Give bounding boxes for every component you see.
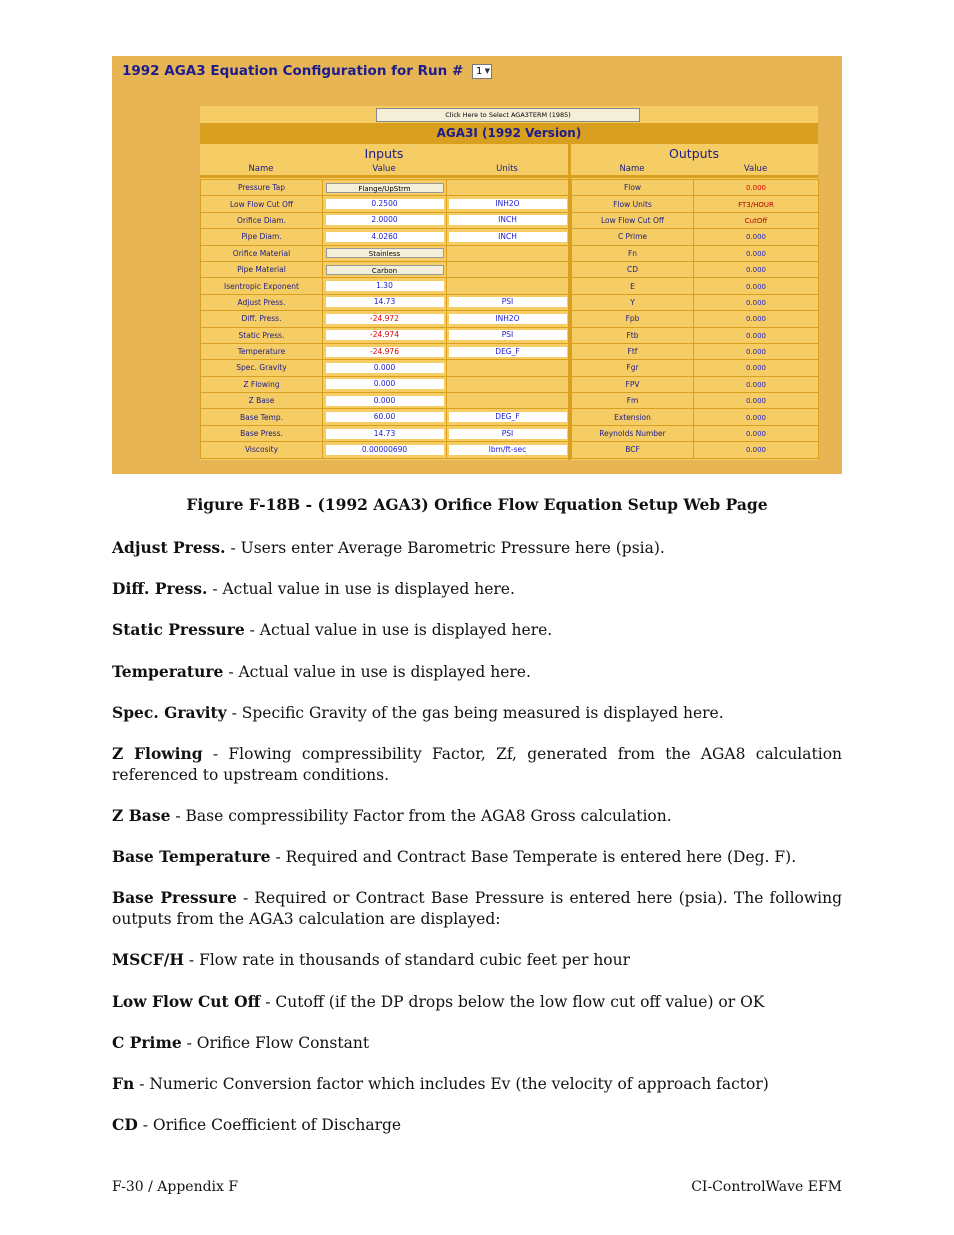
table-row xyxy=(201,425,819,441)
description-paragraph xyxy=(112,805,842,827)
description-paragraph xyxy=(112,846,842,868)
input-units-cell xyxy=(447,278,569,294)
term: C Prime xyxy=(112,1033,182,1052)
output-value: 0.000 xyxy=(745,282,767,291)
output-name: BCF xyxy=(572,442,694,458)
output-value-cell xyxy=(694,229,819,245)
input-units-cell xyxy=(447,343,569,359)
input-name: Diff. Press. xyxy=(201,311,323,327)
input-units-cell xyxy=(447,229,569,245)
col-value-header: Value xyxy=(372,164,396,174)
description-paragraph xyxy=(112,743,842,786)
input-name: Pressure Tap xyxy=(201,180,323,196)
input-name: Pipe Diam. xyxy=(201,229,323,245)
description-paragraph xyxy=(112,702,842,724)
output-name: Ftf xyxy=(572,343,694,359)
output-value: 0.000 xyxy=(745,348,767,357)
input-units-cell xyxy=(447,360,569,376)
input-value-cell xyxy=(323,261,447,277)
input-value-cell xyxy=(323,294,447,310)
description-paragraph xyxy=(112,991,842,1013)
output-name: Fn xyxy=(572,245,694,261)
input-units-cell xyxy=(447,196,569,212)
output-name: Extension xyxy=(572,409,694,425)
input-value-field[interactable]: -24.972 xyxy=(326,314,444,324)
input-name: Base Temp. xyxy=(201,409,323,425)
term: CD xyxy=(112,1115,138,1134)
description-paragraph xyxy=(112,887,842,930)
input-value-cell xyxy=(323,311,447,327)
input-units-cell xyxy=(447,261,569,277)
input-value-field[interactable]: Stainless xyxy=(326,248,444,258)
input-value-field[interactable]: -24.974 xyxy=(326,330,444,340)
input-units-cell xyxy=(447,442,569,458)
output-value: 0.000 xyxy=(745,430,767,439)
table-row xyxy=(201,360,819,376)
output-name: C Prime xyxy=(572,229,694,245)
table-row xyxy=(201,442,819,458)
output-value: 0.000 xyxy=(745,249,767,258)
input-name: Z Base xyxy=(201,393,323,409)
input-value-cell xyxy=(323,360,447,376)
input-value-cell xyxy=(323,327,447,343)
output-value: 0.000 xyxy=(745,364,767,373)
output-value: 0.000 xyxy=(745,446,767,455)
input-value-field[interactable]: 0.000 xyxy=(326,363,444,373)
col-out-name-header: Name xyxy=(619,164,645,174)
output-name: Flow xyxy=(572,180,694,196)
run-config-title-text: 1992 AGA3 Equation Configuration for Run # xyxy=(122,63,464,79)
input-value-cell xyxy=(323,229,447,245)
output-value: 0.000 xyxy=(745,413,767,422)
table-row xyxy=(201,180,819,196)
output-value-cell xyxy=(694,180,819,196)
input-name: Viscosity xyxy=(201,442,323,458)
output-name: Fgr xyxy=(572,360,694,376)
input-value-cell xyxy=(323,425,447,441)
description-paragraph xyxy=(112,1114,842,1136)
table-row xyxy=(201,409,819,425)
input-units-cell xyxy=(447,212,569,228)
term: Temperature xyxy=(112,662,224,681)
description-paragraph xyxy=(112,578,842,600)
term-description: - Base compressibility Factor from the AGA8 Gross calculation. xyxy=(170,807,672,825)
table-row xyxy=(201,311,819,327)
term: Z Base xyxy=(112,806,171,825)
input-value-field[interactable]: -24.976 xyxy=(326,347,444,357)
output-value: 0.000 xyxy=(745,380,767,389)
input-value-field[interactable]: 60.00 xyxy=(326,412,444,422)
input-value-field[interactable]: 0.00000690 xyxy=(326,445,444,455)
term-description: - Orifice Coefficient of Discharge xyxy=(137,1116,402,1134)
table-title: AGA3I (1992 Version) xyxy=(436,126,582,140)
output-name: Fpb xyxy=(572,311,694,327)
aga3-table xyxy=(200,179,819,459)
input-units-field[interactable]: INH2O xyxy=(449,314,567,324)
table-row xyxy=(201,261,819,277)
output-value: FT3/HOUR xyxy=(738,200,774,209)
output-value: 0.000 xyxy=(745,298,767,307)
output-value: 0.000 xyxy=(745,397,767,406)
term-description: - Flowing compressibility Factor, Zf, generated from the AGA8 calculation referenced to upstream conditions. xyxy=(112,745,843,784)
output-value-cell xyxy=(694,442,819,458)
input-units-cell xyxy=(447,393,569,409)
output-value-cell xyxy=(694,343,819,359)
output-name: Fm xyxy=(572,393,694,409)
input-value-cell xyxy=(323,180,447,196)
term-description: - Numeric Conversion factor which includes Ev (the velocity of approach factor) xyxy=(134,1075,769,1093)
input-units-field[interactable]: PSI xyxy=(449,297,567,307)
output-value-cell xyxy=(694,376,819,392)
input-value-field[interactable]: 2.0000 xyxy=(326,215,444,225)
aga3-table-body xyxy=(201,180,819,459)
aga3-panel xyxy=(200,106,818,460)
footer-left: F-30 / Appendix F xyxy=(112,1179,239,1195)
input-value-cell xyxy=(323,212,447,228)
output-name: Reynolds Number xyxy=(572,425,694,441)
output-value: 0.000 xyxy=(745,331,767,340)
input-name: Orifice Diam. xyxy=(201,212,323,228)
term-description: - Flow rate in thousands of standard cubic feet per hour xyxy=(184,951,631,969)
input-units-cell xyxy=(447,311,569,327)
description-paragraph xyxy=(112,949,842,971)
input-units-field[interactable]: INCH xyxy=(449,215,567,225)
run-number-value: 1 xyxy=(475,65,483,77)
output-value: 0.000 xyxy=(745,266,767,275)
input-units-field[interactable]: INCH xyxy=(449,232,567,242)
input-value-field[interactable]: 1.30 xyxy=(326,281,444,291)
table-row xyxy=(201,278,819,294)
input-name: Temperature xyxy=(201,343,323,359)
term: Fn xyxy=(112,1074,135,1093)
term: MSCF/H xyxy=(112,950,184,969)
output-value-cell xyxy=(694,409,819,425)
term-description: - Actual value in use is displayed here. xyxy=(244,621,553,639)
table-row xyxy=(201,343,819,359)
output-name: E xyxy=(572,278,694,294)
run-config-title xyxy=(122,63,492,79)
input-units-cell xyxy=(447,294,569,310)
description-paragraph xyxy=(112,619,842,641)
input-name: Isentropic Exponent xyxy=(201,278,323,294)
col-name-header: Name xyxy=(248,164,274,174)
input-units-cell xyxy=(447,376,569,392)
term-description: - Required and Contract Base Temperate is entered here (Deg. F). xyxy=(270,848,797,866)
table-row xyxy=(201,294,819,310)
inputs-header: Inputs xyxy=(364,146,404,161)
input-name: Static Press. xyxy=(201,327,323,343)
input-value-field[interactable]: 0.2500 xyxy=(326,199,444,209)
input-name: Adjust Press. xyxy=(201,294,323,310)
term-description: - Required or Contract Base Pressure is entered here (psia). The following outputs from the AGA3 calculation are displayed: xyxy=(112,889,843,928)
web-page-screenshot xyxy=(112,56,842,474)
term-description: - Actual value in use is displayed here. xyxy=(223,663,531,681)
output-value-cell xyxy=(694,327,819,343)
term: Base Pressure xyxy=(112,888,237,907)
output-value: CutOff xyxy=(744,216,768,225)
input-value-field[interactable]: 0.000 xyxy=(326,379,444,389)
output-value-cell xyxy=(694,278,819,294)
term-description: - Cutoff (if the DP drops below the low flow cut off value) or OK xyxy=(260,993,765,1011)
header-divider xyxy=(200,175,818,178)
output-value-cell xyxy=(694,393,819,409)
output-name: FPV xyxy=(572,376,694,392)
input-value-cell xyxy=(323,343,447,359)
input-value-field[interactable]: Carbon xyxy=(326,265,444,275)
input-name: Spec. Gravity xyxy=(201,360,323,376)
input-units-cell xyxy=(447,245,569,261)
input-name: Low Flow Cut Off xyxy=(201,196,323,212)
input-name: Orifice Material xyxy=(201,245,323,261)
col-units-header: Units xyxy=(496,164,518,174)
term-description: - Users enter Average Barometric Pressure here (psia). xyxy=(225,539,665,557)
input-value-cell xyxy=(323,245,447,261)
output-value-cell xyxy=(694,212,819,228)
description-paragraph xyxy=(112,661,842,683)
output-name: Flow Units xyxy=(572,196,694,212)
col-out-value-header: Value xyxy=(743,164,768,174)
output-name: Y xyxy=(572,294,694,310)
input-units-field[interactable]: DEG_F xyxy=(449,347,567,357)
output-value-cell xyxy=(694,294,819,310)
table-row xyxy=(201,376,819,392)
input-value-cell xyxy=(323,442,447,458)
term: Spec. Gravity xyxy=(112,703,227,722)
description-paragraph xyxy=(112,1073,842,1095)
output-value-cell xyxy=(694,196,819,212)
output-value-cell xyxy=(694,261,819,277)
table-row xyxy=(201,393,819,409)
term: Low Flow Cut Off xyxy=(112,992,261,1011)
input-units-cell xyxy=(447,180,569,196)
description-paragraph xyxy=(112,537,842,559)
output-value: 0.000 xyxy=(745,233,767,242)
select-aga3term-button[interactable]: Click Here to Select AGA3TERM (1985) xyxy=(376,108,640,122)
output-name: CD xyxy=(572,261,694,277)
term: Adjust Press. xyxy=(112,538,226,557)
input-units-field[interactable]: DEG_F xyxy=(449,412,567,422)
term: Z Flowing xyxy=(112,744,203,763)
input-value-cell xyxy=(323,196,447,212)
term-description: - Orifice Flow Constant xyxy=(181,1034,370,1052)
input-value-field[interactable]: Flange/UpStrm xyxy=(326,183,444,193)
output-value: 0.000 xyxy=(745,315,767,324)
input-units-cell xyxy=(447,425,569,441)
output-value-cell xyxy=(694,360,819,376)
input-units-cell xyxy=(447,327,569,343)
input-value-field[interactable]: 0.000 xyxy=(326,396,444,406)
input-name: Pipe Material xyxy=(201,261,323,277)
description-paragraph xyxy=(112,1032,842,1054)
table-row xyxy=(201,245,819,261)
input-value-cell xyxy=(323,393,447,409)
input-name: Base Press. xyxy=(201,425,323,441)
input-units-field[interactable]: INH2O xyxy=(449,199,567,209)
input-value-field[interactable]: 14.73 xyxy=(326,429,444,439)
term: Diff. Press. xyxy=(112,579,208,598)
output-value: 0.000 xyxy=(745,184,767,193)
output-value-cell xyxy=(694,425,819,441)
output-value-cell xyxy=(694,311,819,327)
input-units-field[interactable]: PSI xyxy=(449,330,567,340)
input-value-cell xyxy=(323,278,447,294)
input-units-field[interactable]: lbm/ft-sec xyxy=(449,445,567,455)
figure-caption: Figure F-18B - (1992 AGA3) Orifice Flow Equation Setup Web Page xyxy=(186,495,768,514)
input-value-cell xyxy=(323,409,447,425)
input-units-cell xyxy=(447,409,569,425)
run-number-select[interactable] xyxy=(472,64,492,79)
output-value-cell xyxy=(694,245,819,261)
table-row xyxy=(201,327,819,343)
table-row xyxy=(201,196,819,212)
outputs-header: Outputs xyxy=(669,146,719,161)
output-name: Low Flow Cut Off xyxy=(572,212,694,228)
footer-right: CI-ControlWave EFM xyxy=(691,1179,842,1195)
table-row xyxy=(201,229,819,245)
input-name: Z Flowing xyxy=(201,376,323,392)
input-value-cell xyxy=(323,376,447,392)
input-value-field[interactable]: 4.0260 xyxy=(326,232,444,242)
term-description: - Specific Gravity of the gas being measured is displayed here. xyxy=(226,704,724,722)
term-description: - Actual value in use is displayed here. xyxy=(207,580,515,598)
term: Static Pressure xyxy=(112,620,245,639)
input-value-field[interactable]: 14.73 xyxy=(326,297,444,307)
input-units-field[interactable]: PSI xyxy=(449,429,567,439)
output-name: Ftb xyxy=(572,327,694,343)
table-row xyxy=(201,212,819,228)
term: Base Temperature xyxy=(112,847,271,866)
chevron-down-icon: ▼ xyxy=(484,66,490,75)
